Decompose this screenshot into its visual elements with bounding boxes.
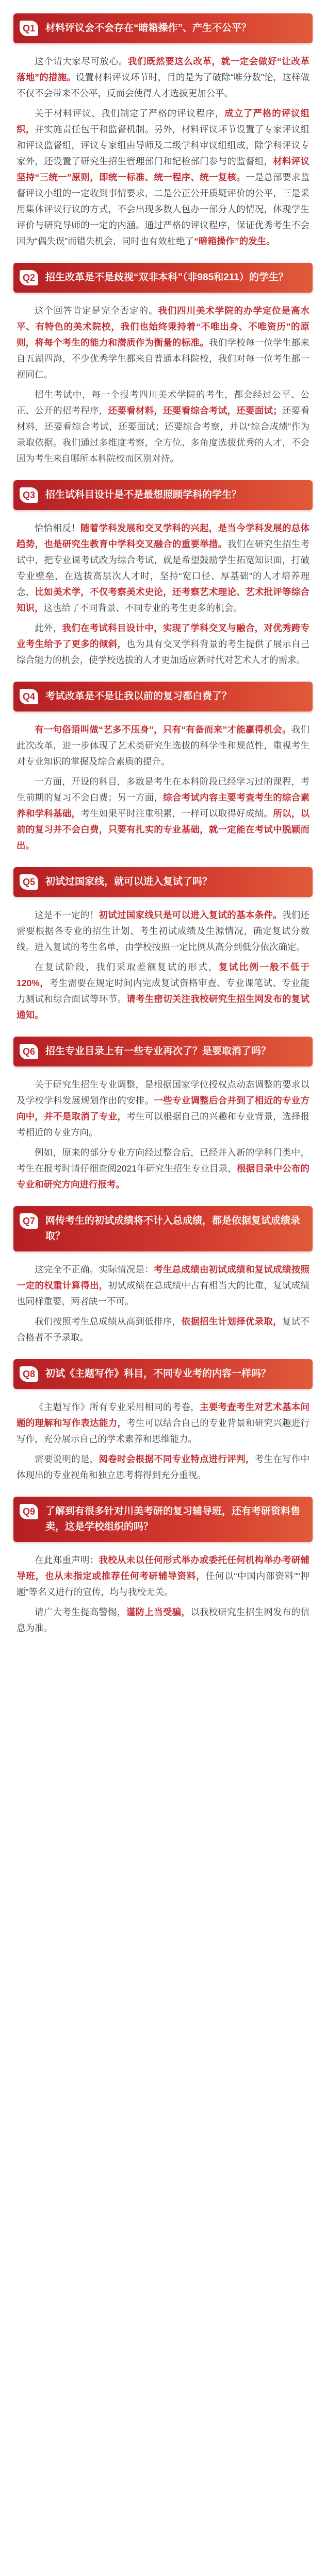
- question-text: 初试《主题写作》科目，不同专业考的内容一样吗？: [45, 1368, 271, 1379]
- qa-section: [13, 1037, 313, 1193]
- question-number-badge: Q8: [20, 1366, 38, 1382]
- answer-body: [13, 510, 313, 668]
- answer-paragraph: [17, 106, 309, 249]
- answer-body: [13, 1389, 313, 1483]
- question-banner: [13, 1037, 313, 1066]
- answer-text: 恰恰相反！: [35, 523, 80, 533]
- highlighted-text: 谨防上当受骗，: [126, 1607, 191, 1617]
- highlighted-text: 我们四川美术学院的办学定位是高水平、有特色的美术院校，我们也始终秉持着“不唯出身、不唯资历”的原则，将每个考生的能力和潜质作为衡量的标准。: [17, 306, 310, 348]
- highlighted-text: 随着学科发展和交叉学科的兴起，是当今学科发展的总体趋势，也是研究生教育中学科交叉融合的重要举措。: [17, 523, 310, 549]
- question-text: 材料评议会不会存在“暗箱操作”、产生不公平？: [45, 23, 252, 33]
- answer-text: 关于材料评议，我们制定了严格的评议程序，: [35, 108, 225, 118]
- answer-text: 以我校研究生招生网发布的信息为准。: [17, 1607, 310, 1633]
- qa-section: [13, 682, 313, 854]
- answer-text: 一方面，开设的科目，多数是考生在本科阶段已经学习过的课程，考生前期的复习不会白费；另一方面，: [17, 776, 309, 803]
- highlighted-text: 成立了严格的评议组织，: [17, 108, 310, 134]
- question-text: 初试过国家线，就可以进入复试了吗？: [45, 876, 213, 887]
- qa-section: [13, 1497, 313, 1636]
- highlighted-text: 比如美术学，不仅考察美术史论，还考察艺术理论、艺术批评等综合知识，: [17, 587, 310, 613]
- answer-text: 请广大考生提高警惕，: [35, 1607, 126, 1617]
- answer-text: 在此郑重声明：: [35, 1555, 99, 1565]
- question-text: 招生专业目录上有一些专业再次了？是要取消了吗？: [45, 1046, 271, 1057]
- answer-text: 考生需要在规定时间内完成复试资格审查、专业课笔试、专业能力测试和综合面试等环节。: [17, 978, 309, 1004]
- question-text: 考试改革是不是让我以前的复习都白费了？: [45, 691, 232, 702]
- answer-paragraph: [17, 1262, 309, 1310]
- highlighted-text: 根据目录中公布的专业和研究方向进行报考。: [17, 1163, 309, 1190]
- answer-paragraph: [17, 1451, 309, 1483]
- question-number-badge: Q3: [20, 487, 38, 503]
- answer-paragraph: [17, 959, 309, 1023]
- answer-text: 我们还需要根据各专业的招生计划、考生初试成绩及生源情况，确定复试分数线。进入复试的考生名单，由学校按照一定比例从高分到低分依次确定。: [17, 910, 310, 952]
- highlighted-text: 阅卷时会根据不同专业特点进行评判，: [99, 1454, 255, 1464]
- answer-body: [13, 1251, 313, 1346]
- answer-text: 设置材料评议环节时，目的是为了破除“唯分数”论，这样做不仅不会带来不公平，反而会使得人才选拔更加公平。: [17, 72, 310, 98]
- question-text: 网传考生的初试成绩将不计入总成绩，都是依据复试成绩录取？: [45, 1215, 301, 1242]
- question-number-badge: Q5: [20, 874, 38, 890]
- question-banner: [13, 480, 313, 510]
- answer-text: 招生考试中，每一个报考四川美术学院的考生，都会经过公平、公正、公开的招考程序，: [17, 389, 309, 416]
- question-banner: [13, 13, 313, 43]
- answer-text: 我们此次改革，进一步体现了艺术类研究生选拔的科学性和规范性，重视考生对专业知识的掌握及综合素质的提升。: [17, 724, 310, 767]
- question-number-badge: Q7: [20, 1213, 38, 1229]
- answer-text: 这个回答肯定是完全否定的。: [35, 306, 158, 316]
- answer-text: 初试成绩在总成绩中占有相当大的比重，复试成绩也同样重要，两者缺一不可。: [17, 1280, 310, 1307]
- answer-text: 并实施责任包干和监督机制。另外，材料评议环节设置了专家评议组和评议监督组，评议专家组由导师及二级学科审议组组成，除学科评议专家外，还设置了研究生招生管理部门和纪检部门参与的监督组，: [17, 124, 310, 166]
- question-banner: [13, 1359, 313, 1389]
- answer-text: 考生如果平时注重积累，一样可以取得好成绩。: [80, 808, 273, 819]
- question-banner: [13, 1206, 313, 1251]
- question-text: 招生试科目设计是不是最想照顾学科的学生？: [45, 489, 242, 500]
- qa-section: [13, 1206, 313, 1346]
- answer-text: 还要看材料，还要看综合考试，还要面试；还要综合考察，并以“综合成绩”作为录取依据。我们通过多维度考察，全方位、多角度选拔优秀的人才，不会因为考生来自哪所本科院校而区别对待。: [17, 405, 310, 464]
- highlighted-text: 初试过国家线只是可以进入复试的基本条件。: [99, 910, 282, 920]
- question-number-badge: Q4: [20, 689, 38, 704]
- question-number-badge: Q1: [20, 21, 38, 36]
- highlighted-text: 所以，以前的复习并不会白费，只要有扎实的专业基础，就一定能在考试中脱颖而出。: [17, 808, 310, 851]
- highlighted-text: 我们在考试科目设计中，实现了学科交叉与融合，对优秀跨专业考生给予了更多的倾斜，: [17, 623, 309, 649]
- answer-text: 我们学校每一位学生都来自五湖四海，不少优秀学生都来自普通本科院校，我们对每一位考生都一视同仁。: [17, 337, 310, 380]
- answer-text: 复试不合格者不予录取。: [17, 1316, 310, 1343]
- answer-text: 这完全不正确。实际情况是：: [35, 1264, 154, 1275]
- answer-text: 例如，原来的部分专业方向经过整合后，已经并入新的学科门类中，考生在报考时请仔细查阅2021年研究生招生专业目录，: [17, 1147, 309, 1174]
- answer-paragraph: [17, 1552, 309, 1600]
- answer-body: [13, 1066, 313, 1193]
- answer-paragraph: [17, 1604, 309, 1636]
- highlighted-text: 请考生密切关注我校研究生招生网发布的复试通知。: [17, 994, 310, 1020]
- answer-paragraph: [17, 907, 309, 955]
- answer-text: 考生可以结合自己的专业背景和研究兴趣进行写作，充分展示自己的学术素养和思维能力。: [17, 1418, 310, 1444]
- highlighted-text: 我校从未以任何形式举办或委托任何机构举办考研辅导班，也从未指定或推荐任何考研辅导资料，: [17, 1555, 310, 1581]
- answer-paragraph: [17, 620, 309, 668]
- question-text: 招生改革是不是歧视“双非本科”（非985和211）的学生？: [45, 272, 288, 283]
- qa-section: [13, 263, 313, 467]
- answer-text: 考生在写作中体现出的专业视角和独立思考将得到充分重视。: [17, 1454, 310, 1480]
- answer-paragraph: [17, 520, 309, 616]
- answer-paragraph: [17, 387, 309, 467]
- question-text: 了解到有很多针对川美考研的复习辅导班，还有考研资料售卖，这是学校组织的吗？: [45, 1506, 301, 1532]
- answer-body: [13, 293, 313, 467]
- highlighted-text: “暗箱操作”的发生。: [194, 236, 275, 246]
- highlighted-text: 主要考查考生对艺术基本问题的理解和写作表达能力，: [17, 1402, 310, 1428]
- highlighted-text: 材料评议坚持“三统一”原则，即统一标准、统一程序、统一复核。: [17, 156, 310, 182]
- answer-text: 考生可以根据自己的兴趣和专业背景，选择报考相近的专业方向。: [17, 1111, 310, 1138]
- answer-text: 我们在研究生招生考试中，把专业课考试改为综合考试，就是希望鼓励学生拓宽知识面，打破专业壁垒，在选拔高层次人才时，坚持“宽口径、厚基础”的人才培养理念，: [17, 539, 310, 597]
- answer-text: 一是总部要求监督评议小组的一定收到事情要求，二是公正公开质疑评价的公平，三是采用集体评议行议的方式，不会出现多数人包办一部分人的情况，体现学生评价与研究导师的一定的内涵。通过严格的评议程序，保证优秀考生不会因为“偶失误”而错失机会，同时也有效杜绝了: [17, 172, 309, 246]
- answer-body: [13, 43, 313, 249]
- highlighted-text: 还要看材料，还要看综合考试，还要面试；: [108, 405, 282, 416]
- answer-paragraph: [17, 774, 309, 854]
- answer-paragraph: [17, 1145, 309, 1193]
- highlighted-text: 有一句俗语叫做“艺多不压身”，只有“有备而来”才能赢得机会。: [35, 724, 291, 735]
- question-banner: [13, 263, 313, 293]
- highlighted-text: 我们既然要这么改革，就一定会做好“让改革落地”的措施。: [17, 56, 310, 82]
- answer-paragraph: [17, 722, 309, 770]
- answer-text: 在复试阶段，我们采取差额复试的形式，: [35, 962, 219, 972]
- answer-text: 此外，: [35, 623, 62, 633]
- qa-section: [13, 480, 313, 668]
- highlighted-text: 考生总成绩由初试成绩和复试成绩按照一定的权重计算得出，: [17, 1264, 310, 1291]
- question-number-badge: Q9: [20, 1504, 38, 1519]
- answer-paragraph: [17, 1314, 309, 1346]
- answer-body: [13, 1542, 313, 1636]
- answer-text: 关于研究生招生专业调整，是根据国家学位授权点动态调整的要求以及学校学科发展规划作出的安排。: [17, 1079, 309, 1106]
- highlighted-text: 综合考试内容主要考查考生的综合素养和学科基础，: [17, 792, 310, 819]
- highlighted-text: 依据招生计划择优录取，: [181, 1316, 282, 1327]
- question-banner: [13, 682, 313, 711]
- answer-body: [13, 897, 313, 1023]
- question-banner: [13, 1497, 313, 1542]
- question-number-badge: Q2: [20, 270, 38, 285]
- answer-text: 《主题写作》所有专业采用相同的考卷，: [35, 1402, 200, 1412]
- answer-paragraph: [17, 54, 309, 101]
- question-banner: [13, 867, 313, 897]
- answer-paragraph: [17, 1077, 309, 1141]
- answer-paragraph: [17, 1399, 309, 1447]
- answer-text: 我们按照考生总成绩从高到低排序，: [35, 1316, 182, 1327]
- answer-text: 这是不一定的！: [35, 910, 99, 920]
- answer-text: 这也给了不同背景、不同专业的考生更多的机会。: [43, 603, 242, 613]
- highlighted-text: 复试比例一般不低于120%，: [17, 962, 310, 988]
- qa-section: [13, 13, 313, 249]
- answer-text: 也为具有交叉学科背景的考生提供了展示自己综合能力的机会，使学校选拔的人才更加适应新时代对艺术人才的需求。: [17, 639, 310, 665]
- qa-section: [13, 1359, 313, 1483]
- answer-paragraph: [17, 303, 309, 383]
- question-number-badge: Q6: [20, 1044, 38, 1059]
- qa-section: [13, 867, 313, 1023]
- answer-text: 任何以“中国内部资料”“押题”等名义进行的宣传，均与我校无关。: [17, 1571, 310, 1597]
- answer-text: 这个请大家尽可放心。: [35, 56, 128, 66]
- answer-body: [13, 711, 313, 854]
- answer-text: 需要说明的是，: [35, 1454, 99, 1464]
- highlighted-text: 一些专业调整后合并到了相近的专业方向中，并不是取消了专业，: [17, 1095, 310, 1122]
